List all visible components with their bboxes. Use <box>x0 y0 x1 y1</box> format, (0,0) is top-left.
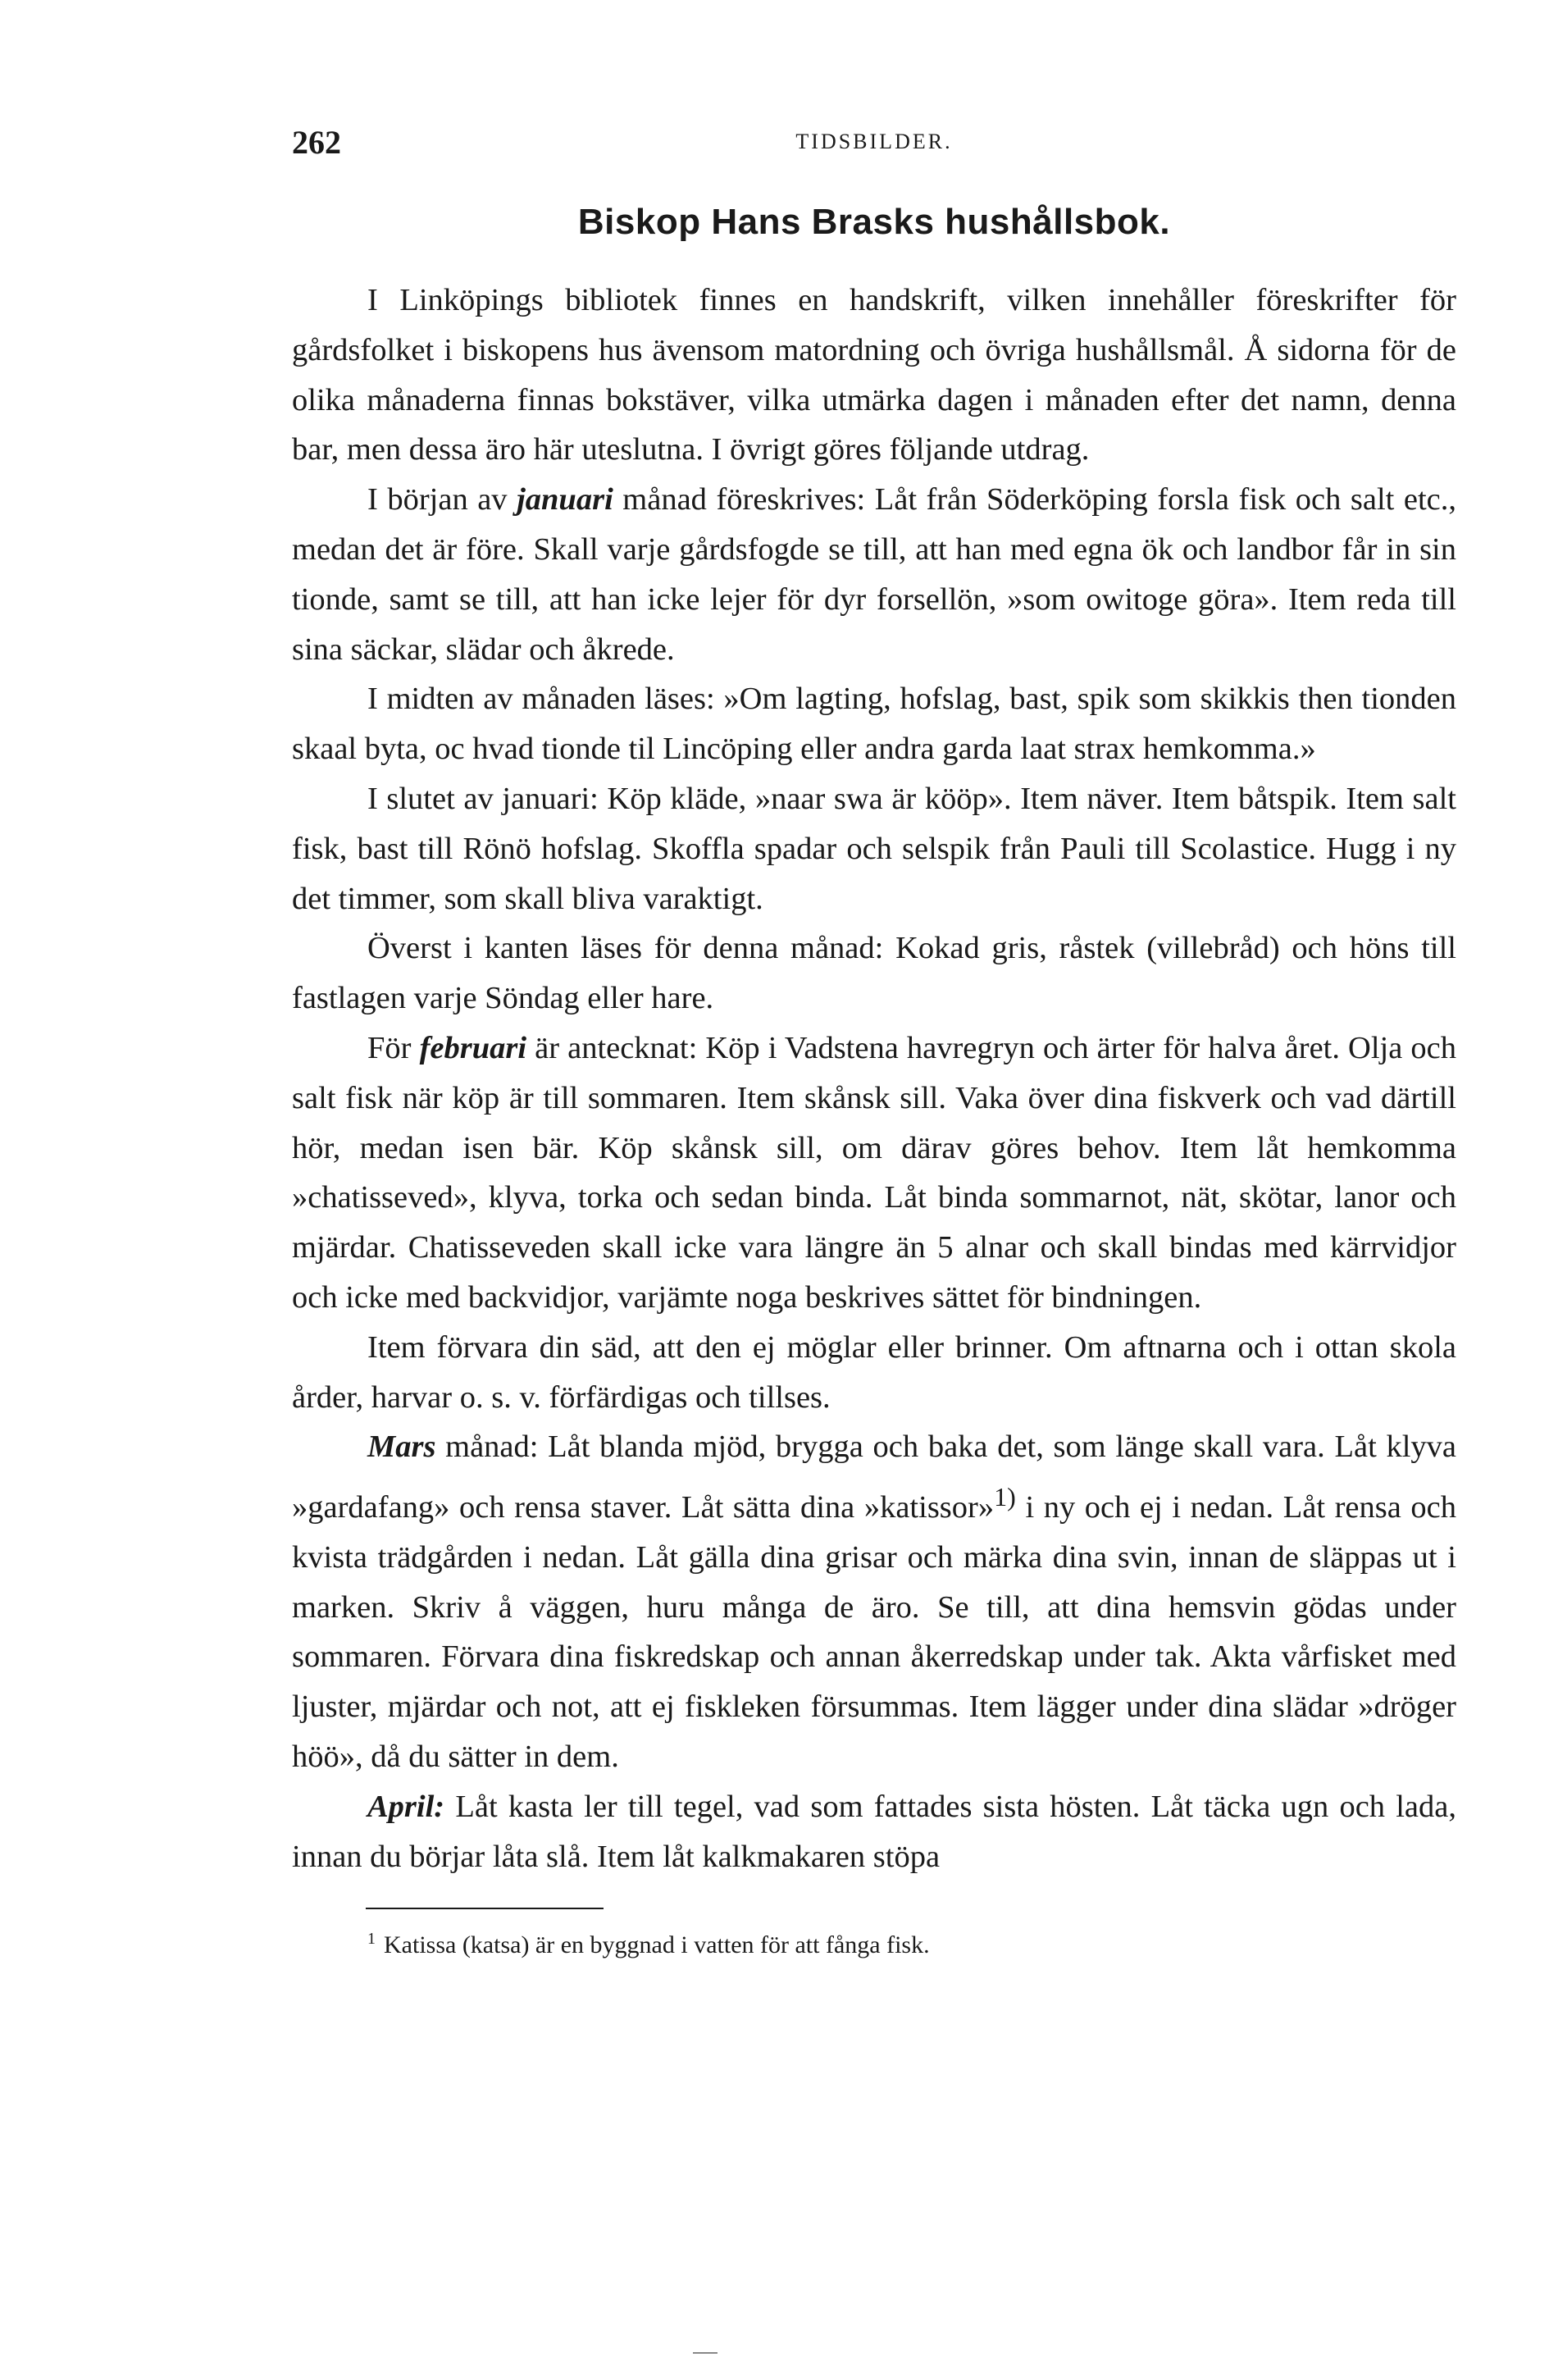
paragraph-margin-note: Överst i kanten läses för denna månad: Kokad gris, råstek (villebråd) och höns till fastlagen varje Söndag eller hare. <box>292 931 1456 1016</box>
month-april: April: <box>367 1789 445 1824</box>
month-february: februari <box>419 1030 527 1065</box>
paragraph-march: Mars månad: Låt blanda mjöd, brygga och baka det, som länge skall vara. Låt klyva »gardafang» och rensa staver. Låt sätta dina »katissor»$^{1)}$ i ny och ej i nedan. Låt rensa och kvista trädgården i nedan. Låt gälla dina grisar och märka dina svin, innan de släppas ut i marken. Skriv å väggen, huru många de äro. Se till, att dina hemsvin gödas under sommaren. Förvara dina fiskredskap och annan åkerredskap under tak. Akta vårfisket med ljuster, mjärdar och not, att ej fiskleken försummas. Item lägger under dina slädar »dröger höö», då du sätter in dem. <box>292 1429 1457 1774</box>
footnote-divider <box>366 1908 604 1909</box>
footnote-marker: 1 <box>367 1930 376 1949</box>
footnote-ref: 1) <box>994 1482 1016 1512</box>
running-head <box>292 123 1456 172</box>
paragraph-january-mid: I midten av månaden läses: »Om lagting, hofslag, bast, spik som skikkis then tionden skaal byta, oc hvad tionde til Lincöping eller andra garda laat strax hemkomma.» <box>292 682 1456 767</box>
book-page <box>292 123 1456 1963</box>
paragraph-intro: I Linköpings bibliotek finnes en handskrift, vilken innehåller föreskrifter för gårdsfolket i biskopens hus ävensom matordning och övriga hushållsmål. Å sidorna för de olika månaderna finnas bokstäver, vilka utmärka dagen i månaden efter det namn, denna bar, men dessa äro här uteslutna. I övrigt göres följande utdrag. <box>292 283 1456 467</box>
paragraph-january-end: I slutet av januari: Köp kläde, »naar swa är kööp». Item näver. Item båtspik. Item salt fisk, bast till Rönö hofslag. Skoffla spadar och selspik från Pauli till Scolastice. Hugg i ny det timmer, som skall bliva varaktigt. <box>292 781 1456 916</box>
paragraph-february-cont: Item förvara din säd, att den ej möglar eller brinner. Om aftnarna och i ottan skola årder, harvar o. s. v. förfärdigas och tillses. <box>292 1329 1456 1415</box>
footnote <box>292 1921 1456 1963</box>
running-title: TIDSBILDER. <box>795 130 953 153</box>
page-number: 262 <box>292 124 341 161</box>
paragraph-april: April: Låt kasta ler till tegel, vad som fattades sista hösten. Låt täcka ugn och lada, innan du börjar låta slå. Item låt kalkmakaren stöpa <box>292 1789 1456 1874</box>
footnote-text: Katissa (katsa) är en byggnad i vatten för att fånga fisk. <box>384 1931 930 1959</box>
bottom-mark <box>693 2352 718 2354</box>
month-january: januari <box>517 482 613 517</box>
article-title: Biskop Hans Brasks hushållsbok. <box>577 202 1171 242</box>
paragraph-february: För februari är antecknat: Köp i Vadstena havregryn och ärter för halva året. Olja och salt fisk när köp är till sommaren. Item skånsk sill. Vaka över dina fiskverk och vad därtill hör, medan isen bär. Köp skånsk sill, om därav göres behov. Item låt hemkomma »chatisseved», klyva, torka och sedan binda. Låt binda sommarnot, nät, skötar, lanor och mjärdar. Chatisseveden skall icke vara längre än 5 alnar och skall bindas med kärrvidjor och icke med backvidjor, varjämte noga beskrives sättet för bindningen. <box>292 1030 1457 1315</box>
article-body <box>292 276 1456 1881</box>
paragraph-january-start: I början av januari månad föreskrives: Låt från Söderköping forsla fisk och salt etc., medan det är före. Skall varje gårdsfogde se till, att han med egna ök och landbor får in sin tionde, samt se till, att han icke lejer för dyr forsellön, »som owitoge göra». Item reda till sina säckar, slädar och åkrede. <box>292 482 1456 667</box>
month-march: Mars <box>367 1429 436 1465</box>
